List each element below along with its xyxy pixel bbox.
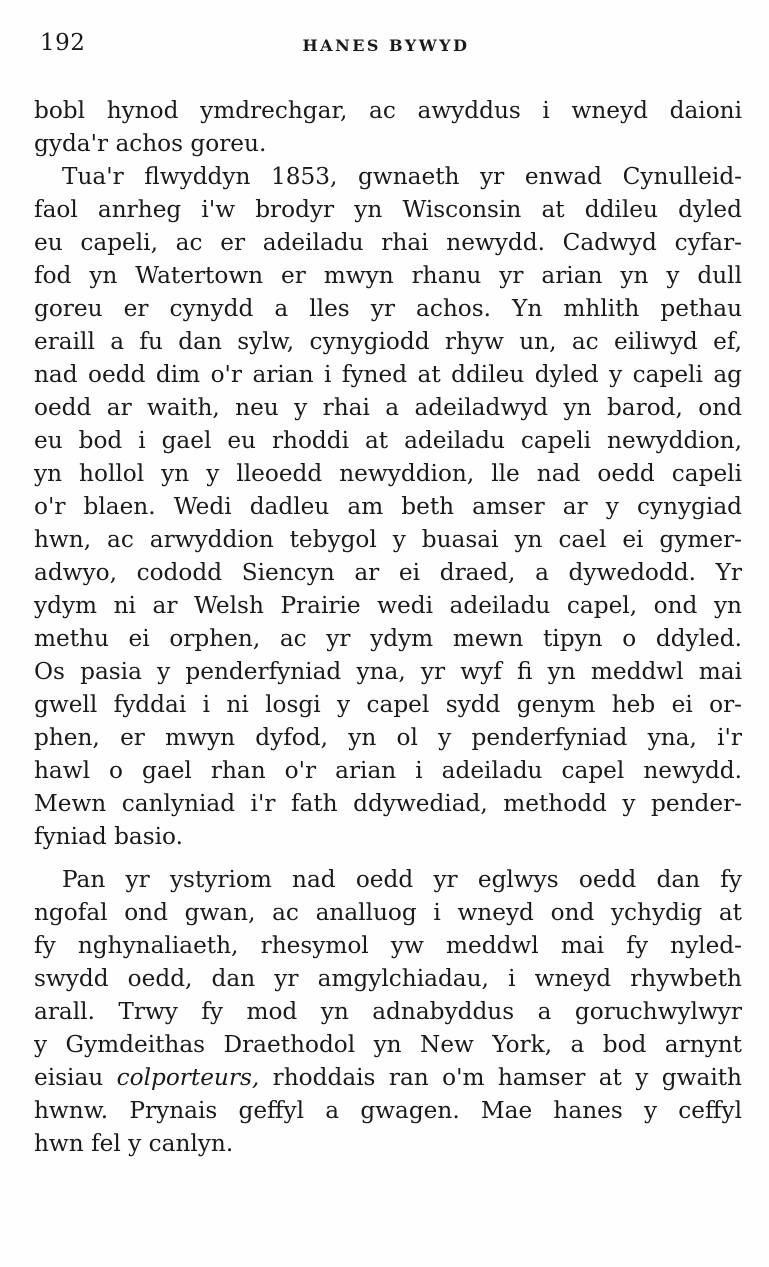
text-line: oedd ar waith, neu y rhai a adeiladwyd yn barod, ond [34,394,742,421]
body-text [34,94,742,1160]
text-line: fy nghynaliaeth, rhesymol yw meddwl mai fy nyled- [34,932,742,959]
text-line: y Gymdeithas Draethodol yn New York, a bod arnynt [34,1031,742,1058]
text-line: phen, er mwyn dyfod, yn ol y penderfyniad yna, i'r [34,724,742,751]
text-line [34,1061,742,1094]
text-line: adwyo, cododd Siencyn ar ei draed, a dywedodd. Yr [34,559,742,586]
text-line: Os pasia y penderfyniad yna, yr wyf fi yn meddwl mai [34,658,742,685]
text-line: fod yn Watertown er mwyn rhanu yr arian yn y dull [34,262,742,289]
text-line: Pan yr ystyriom nad oedd yr eglwys oedd dan fy [62,866,742,893]
paragraph [34,863,742,1160]
text-line: gyda'r achos goreu. [34,130,267,157]
text-line: eu capeli, ac er adeiladu rhai newydd. Cadwyd cyfar- [34,229,742,256]
paragraph-spacer [34,853,742,863]
text-line: nad oedd dim o'r arian i fyned at ddileu dyled y capeli ag [34,361,742,388]
text-line: hawl o gael rhan o'r arian i adeiladu capel newydd. [34,757,742,784]
text-line: swydd oedd, dan yr amgylchiadau, i wneyd rhywbeth [34,965,742,992]
paragraph [34,160,742,853]
page-number: 192 [40,30,86,56]
text-line: eraill a fu dan sylw, cynygiodd rhyw un, ac eiliwyd ef, [34,328,742,355]
text-line: gwell fyddai i ni losgi y capel sydd genym heb ei or- [34,691,742,718]
text-line: Tua'r flwyddyn 1853, gwnaeth yr enwad Cynulleid- [62,163,742,190]
text-line: hwn, ac arwyddion tebygol y buasai yn cael ei gymer- [34,526,742,553]
text-line: o'r blaen. Wedi dadleu am beth amser ar y cynygiad [34,493,742,520]
text-line: faol anrheg i'w brodyr yn Wisconsin at ddileu dyled [34,196,742,223]
running-title: HANES BYWYD [302,36,470,55]
text-line: arall. Trwy fy mod yn adnabyddus a goruchwylwyr [34,998,742,1025]
text-line: hwnw. Prynais geffyl a gwagen. Mae hanes y ceffyl [34,1097,742,1124]
text-line: ngofal ond gwan, ac analluog i wneyd ond ychydig at [34,899,742,926]
text-line: eu bod i gael eu rhoddi at adeiladu capeli newyddion, [34,427,742,454]
text-line: hwn fel y canlyn. [34,1130,234,1157]
text-segment: eisiau [34,1064,117,1091]
text-segment: rhoddais ran o'm hamser at y gwaith [259,1064,742,1091]
text-line: Mewn canlyniad i'r fath ddywediad, methodd y pender- [34,790,742,817]
page-header [32,30,740,64]
text-line: bobl hynod ymdrechgar, ac awyddus i wneyd daioni [34,97,742,124]
italic-term: colporteurs, [116,1064,260,1091]
text-line: ydym ni ar Welsh Prairie wedi adeiladu capel, ond yn [34,592,742,619]
text-line: goreu er cynydd a lles yr achos. Yn mhlith pethau [34,295,742,322]
text-line: fyniad basio. [34,823,183,850]
text-line: yn hollol yn y lleoedd newyddion, lle nad oedd capeli [34,460,742,487]
text-line: methu ei orphen, ac yr ydym mewn tipyn o ddyled. [34,625,742,652]
paragraph [34,94,742,160]
